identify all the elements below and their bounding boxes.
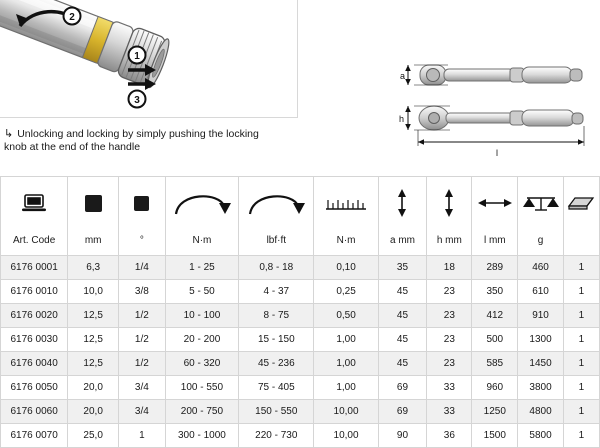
cell-g: 4800 [518, 400, 564, 424]
cell-nm-range: 300 - 1000 [165, 424, 239, 448]
illustration-area [0, 0, 600, 172]
cell-a-mm: 45 [378, 304, 427, 328]
cell-pack: 1 [563, 280, 599, 304]
cell-h-mm: 33 [427, 376, 472, 400]
box-icon [567, 194, 595, 212]
cell-l-mm: 412 [472, 304, 518, 328]
cell-mm: 12,5 [68, 328, 119, 352]
cell-mm: 25,0 [68, 424, 119, 448]
cell-mm: 12,5 [68, 304, 119, 328]
laptop-icon [21, 193, 47, 213]
arc-arrow-nm-cell [165, 177, 239, 230]
cell-h-mm: 23 [427, 280, 472, 304]
cell-mm: 20,0 [68, 376, 119, 400]
cell-a-mm: 45 [378, 352, 427, 376]
cell-deg: 3/8 [119, 280, 166, 304]
cell-g: 610 [518, 280, 564, 304]
a-dimension-icon-cell [378, 177, 427, 230]
cell-lbfft-range: 15 - 150 [239, 328, 314, 352]
table-row[interactable] [1, 256, 600, 280]
cell-deg: 3/4 [119, 376, 166, 400]
cell-lbfft-range: 150 - 550 [239, 400, 314, 424]
packaging-icon-cell [563, 177, 599, 230]
cell-lbfft-range: 75 - 405 [239, 376, 314, 400]
cell-pack: 1 [563, 352, 599, 376]
cell-art-code: 6176 0070 [1, 424, 68, 448]
arc-arrow-right-icon [245, 186, 307, 220]
cell-nm-increment: 1,00 [314, 328, 378, 352]
cell-l-mm: 1500 [472, 424, 518, 448]
cell-h-mm: 36 [427, 424, 472, 448]
cell-a-mm: 45 [378, 280, 427, 304]
cell-nm-increment: 10,00 [314, 400, 378, 424]
cell-nm-increment: 0,50 [314, 304, 378, 328]
table-header-row [1, 229, 600, 256]
label-h: h [399, 114, 405, 124]
header-h-mm: h mm [427, 229, 472, 256]
callout-3-label: 3 [134, 95, 140, 106]
cell-pack: 1 [563, 400, 599, 424]
cell-a-mm: 45 [378, 328, 427, 352]
laptop-icon-cell [1, 177, 68, 230]
scale-ruler-icon [324, 192, 368, 214]
cell-pack: 1 [563, 304, 599, 328]
cell-nm-increment: 0,25 [314, 280, 378, 304]
cell-l-mm: 1250 [472, 400, 518, 424]
cell-pack: 1 [563, 256, 599, 280]
label-a: a [400, 71, 406, 81]
cell-nm-range: 10 - 100 [165, 304, 239, 328]
square-drive-icon-cell [68, 177, 119, 230]
callout-1-label: 1 [134, 51, 140, 62]
table-row[interactable] [1, 304, 600, 328]
dimension-diagram [380, 40, 595, 170]
callout-2-label: 2 [69, 12, 75, 23]
cell-pack: 1 [563, 328, 599, 352]
cell-g: 910 [518, 304, 564, 328]
scale-ruler-icon-cell [314, 177, 378, 230]
header-mm: mm [68, 229, 119, 256]
header-nm-increment: N·m [314, 229, 378, 256]
cell-art-code: 6176 0050 [1, 376, 68, 400]
header-l-mm: l mm [472, 229, 518, 256]
cell-nm-range: 60 - 320 [165, 352, 239, 376]
arc-arrow-lbfft-cell [239, 177, 314, 230]
cell-nm-range: 200 - 750 [165, 400, 239, 424]
cell-nm-increment: 10,00 [314, 424, 378, 448]
cell-nm-increment: 1,00 [314, 352, 378, 376]
cell-mm: 20,0 [68, 400, 119, 424]
vertical-dimension-icon [441, 188, 457, 218]
vertical-dimension-icon [394, 188, 410, 218]
cell-h-mm: 23 [427, 304, 472, 328]
header-nm-range: N·m [165, 229, 239, 256]
cell-art-code: 6176 0010 [1, 280, 68, 304]
cell-deg: 1/2 [119, 304, 166, 328]
cell-mm: 6,3 [68, 256, 119, 280]
cell-nm-range: 20 - 200 [165, 328, 239, 352]
cell-art-code: 6176 0001 [1, 256, 68, 280]
square-drive-icon [85, 195, 102, 212]
table-row[interactable] [1, 376, 600, 400]
arc-arrow-right-icon [171, 186, 233, 220]
wrench-dimension-drawing [380, 40, 595, 170]
header-art-code: Art. Code [1, 229, 68, 256]
table-icon-row [1, 177, 600, 230]
cell-h-mm: 33 [427, 400, 472, 424]
cell-lbfft-range: 8 - 75 [239, 304, 314, 328]
label-l: l [496, 148, 498, 158]
header-a-mm: a mm [378, 229, 427, 256]
cell-h-mm: 18 [427, 256, 472, 280]
cell-nm-increment: 0,10 [314, 256, 378, 280]
cell-g: 460 [518, 256, 564, 280]
cell-a-mm: 90 [378, 424, 427, 448]
cell-art-code: 6176 0030 [1, 328, 68, 352]
weight-icon-cell [518, 177, 564, 230]
cell-mm: 12,5 [68, 352, 119, 376]
cell-art-code: 6176 0060 [1, 400, 68, 424]
horizontal-dimension-icon [477, 196, 513, 210]
square-drive-angle-icon [134, 196, 149, 211]
cell-nm-range: 5 - 50 [165, 280, 239, 304]
cell-deg: 1/2 [119, 352, 166, 376]
cell-h-mm: 23 [427, 352, 472, 376]
cell-lbfft-range: 45 - 236 [239, 352, 314, 376]
locking-knob-illustration [0, 0, 298, 118]
torque-wrench-handle-drawing [0, 0, 298, 118]
cell-h-mm: 23 [427, 328, 472, 352]
cell-pack: 1 [563, 376, 599, 400]
h-dimension-icon-cell [427, 177, 472, 230]
cell-art-code: 6176 0020 [1, 304, 68, 328]
header-deg: ° [119, 229, 166, 256]
product-table [0, 176, 600, 448]
cell-deg: 1 [119, 424, 166, 448]
table-body [1, 256, 600, 448]
table-row[interactable] [1, 280, 600, 304]
cell-l-mm: 585 [472, 352, 518, 376]
cell-lbfft-range: 0,8 - 18 [239, 256, 314, 280]
cell-deg: 1/4 [119, 256, 166, 280]
cell-deg: 3/4 [119, 400, 166, 424]
cell-deg: 1/2 [119, 328, 166, 352]
table-row[interactable] [1, 328, 600, 352]
header-pack [563, 229, 599, 256]
cell-a-mm: 69 [378, 400, 427, 424]
l-dimension-icon-cell [472, 177, 518, 230]
cell-lbfft-range: 220 - 730 [239, 424, 314, 448]
caption [4, 128, 284, 154]
cell-nm-increment: 1,00 [314, 376, 378, 400]
table-row[interactable] [1, 352, 600, 376]
cell-nm-range: 1 - 25 [165, 256, 239, 280]
cell-lbfft-range: 4 - 37 [239, 280, 314, 304]
cell-art-code: 6176 0040 [1, 352, 68, 376]
table-row[interactable] [1, 424, 600, 448]
cell-l-mm: 500 [472, 328, 518, 352]
square-drive-angle-icon-cell [119, 177, 166, 230]
header-lbfft-range: lbf·ft [239, 229, 314, 256]
header-g: g [518, 229, 564, 256]
cell-g: 3800 [518, 376, 564, 400]
cell-mm: 10,0 [68, 280, 119, 304]
cell-g: 1300 [518, 328, 564, 352]
caption-text: Unlocking and locking by simply pushing the locking knob at the end of the handle [4, 128, 259, 153]
balance-scale-icon [523, 192, 559, 214]
cell-g: 5800 [518, 424, 564, 448]
cell-g: 1450 [518, 352, 564, 376]
cell-l-mm: 350 [472, 280, 518, 304]
cell-l-mm: 960 [472, 376, 518, 400]
cell-a-mm: 35 [378, 256, 427, 280]
cell-a-mm: 69 [378, 376, 427, 400]
cell-l-mm: 289 [472, 256, 518, 280]
caption-arrow-icon: ↳ [4, 128, 14, 140]
cell-pack: 1 [563, 424, 599, 448]
cell-nm-range: 100 - 550 [165, 376, 239, 400]
